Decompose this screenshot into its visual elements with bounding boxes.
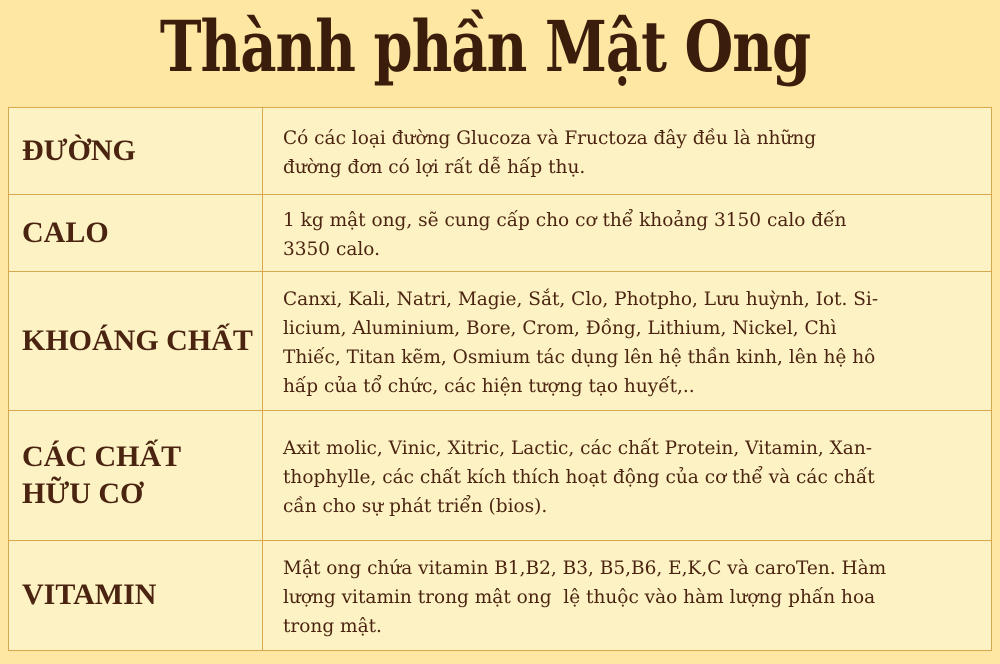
description-line: licium, Aluminium, Bore, Crom, Đồng, Lithium, Nickel, Chì <box>283 318 837 339</box>
row-label-line: HỮU CƠ <box>22 476 144 510</box>
row-label <box>9 195 263 272</box>
description-line: Canxi, Kali, Natri, Magie, Sắt, Clo, Photpho, Lưu huỳnh, Iot. Si- <box>283 289 879 310</box>
row-label <box>9 541 263 651</box>
row-description <box>263 272 992 411</box>
row-description <box>263 195 992 272</box>
table-row <box>9 272 992 411</box>
honey-composition-table <box>8 107 992 651</box>
description-line: cần cho sự phát triển (bios). <box>283 496 548 517</box>
description-line: Mật ong chứa vitamin B1,B2, B3, B5,B6, E,K,C và caroTen. Hàm <box>283 558 887 579</box>
row-label-line: KHOÁNG CHẤT <box>22 323 253 357</box>
description-line: Có các loại đường Glucoza và Fructoza đây đều là những <box>283 128 817 149</box>
table-row <box>9 108 992 195</box>
row-description <box>263 108 992 195</box>
row-label <box>9 411 263 541</box>
page-title: Thành phần Mật Ong <box>159 6 811 89</box>
row-label-line: CALO <box>22 215 109 249</box>
row-description <box>263 541 992 651</box>
row-label-line: ĐƯỜNG <box>22 133 136 167</box>
description-line: thophylle, các chất kích thích hoạt động của cơ thể và các chất <box>283 467 875 488</box>
description-line: hấp của tổ chức, các hiện tượng tạo huyết,.. <box>283 376 695 397</box>
row-label <box>9 108 263 195</box>
row-description <box>263 411 992 541</box>
table-row <box>9 411 992 541</box>
row-label-line: CÁC CHẤT <box>22 439 182 473</box>
table-row <box>9 541 992 651</box>
description-line: 1 kg mật ong, sẽ cung cấp cho cơ thể khoảng 3150 calo đến <box>283 210 847 231</box>
row-label-line: VITAMIN <box>22 578 157 612</box>
description-line: lượng vitamin trong mật ong lệ thuộc vào hàm lượng phấn hoa <box>283 587 876 608</box>
table-row <box>9 195 992 272</box>
row-label <box>9 272 263 411</box>
description-line: trong mật. <box>283 616 382 637</box>
description-line: 3350 calo. <box>283 239 380 260</box>
description-line: Thiếc, Titan kẽm, Osmium tác dụng lên hệ thần kinh, lên hệ hô <box>283 347 876 368</box>
description-line: đường đơn có lợi rất dễ hấp thụ. <box>283 157 586 178</box>
description-line: Axit molic, Vinic, Xitric, Lactic, các chất Protein, Vitamin, Xan- <box>283 438 873 459</box>
